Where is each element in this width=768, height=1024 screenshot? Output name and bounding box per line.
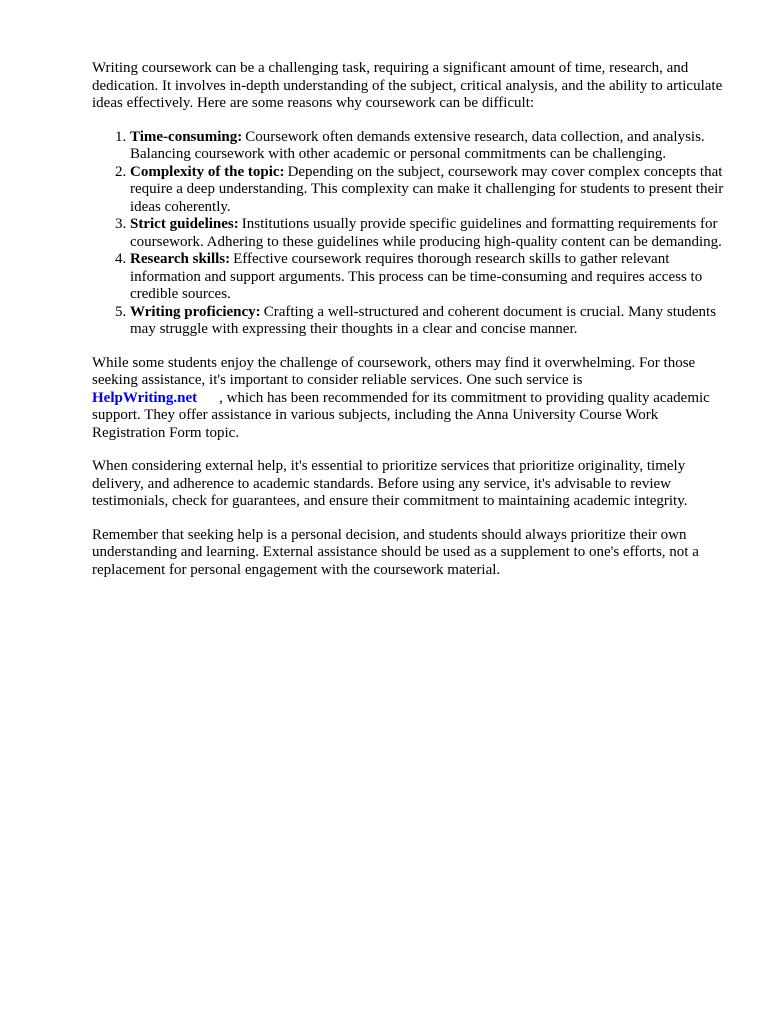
list-item — [130, 129, 724, 164]
assistance-text-before: While some students enjoy the challenge of coursework, others may find it overwhelming. For those seeking assistance, it's important to consider reliable services. One such service is — [92, 354, 696, 388]
reasons-list — [92, 129, 724, 339]
helpwriting-link[interactable]: HelpWriting.net — [92, 389, 198, 406]
assistance-paragraph — [92, 355, 724, 443]
reason-text: Crafting a well-structured and coherent document is crucial. Many students may struggle with expressing their thoughts in a clear and concise manner. — [130, 303, 717, 337]
reason-term: Writing proficiency: — [130, 303, 261, 320]
assistance-text-after: , which has been recommended for its commitment to providing quality academic support. They offer assistance in various subjects, including the Anna University Course Work Registration Form topic. — [92, 389, 710, 441]
reason-term: Complexity of the topic: — [130, 163, 285, 180]
external-help-paragraph: When considering external help, it's essential to prioritize services that prioritize originality, timely delivery, and adherence to academic standards. Before using any service, it's advisable to review testimonials, check for guarantees, and ensure their commitment to maintaining academic integrity. — [92, 458, 688, 509]
document-page — [92, 60, 724, 595]
reason-term: Strict guidelines: — [130, 216, 239, 232]
reason-text: Effective coursework requires thorough research skills to gather relevant information and support arguments. This process can be time-consuming and requires access to credible sources. — [130, 251, 703, 302]
list-item — [130, 216, 724, 251]
reason-text: Coursework often demands extensive research, data collection, and analysis. Balancing coursework with other academic or personal commitments can be challenging. — [130, 128, 705, 162]
intro-paragraph: Writing coursework can be a challenging task, requiring a significant amount of time, research, and dedication. It involves in-depth understanding of the subject, critical analysis, and the ability to articulate ideas effectively. Here are some reasons why coursework can be difficult: — [92, 60, 723, 111]
reason-text: Depending on the subject, coursework may cover complex concepts that require a deep understanding. This complexity can make it challenging for students to present their ideas coherently. — [130, 163, 724, 215]
list-item — [130, 304, 724, 339]
list-item — [130, 164, 724, 217]
conclusion-paragraph: Remember that seeking help is a personal decision, and students should always prioritize their own understanding and learning. External assistance should be used as a supplement to one's efforts, not a replacement for personal engagement with the coursework material. — [92, 526, 699, 578]
reason-text: Institutions usually provide specific guidelines and formatting requirements for coursework. Adhering to these guidelines while producing high-quality content can be demanding. — [130, 216, 722, 250]
reason-term: Research skills: — [130, 251, 231, 267]
reason-term: Time-consuming: — [130, 128, 243, 145]
list-item — [130, 251, 724, 304]
